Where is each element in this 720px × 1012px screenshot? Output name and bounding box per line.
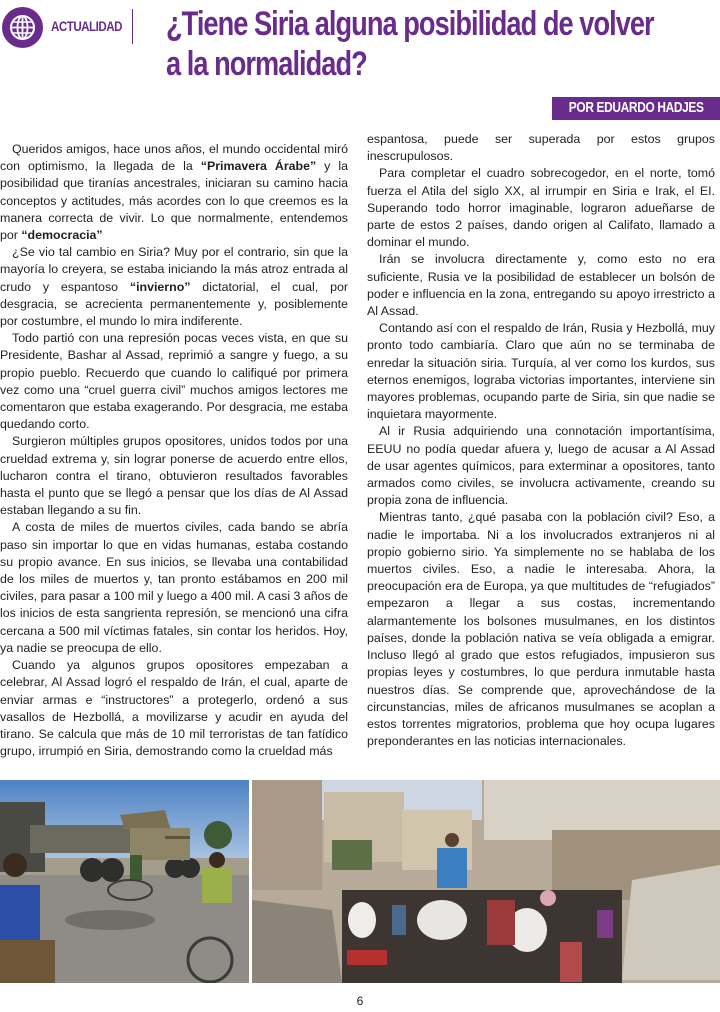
article-header (0, 0, 720, 130)
title-line-1: ¿Tiene Siria alguna posibilidad de volver (166, 5, 654, 43)
right-column (367, 131, 715, 750)
left-column (0, 141, 348, 760)
paragraph: Todo partió con una represión pocas veces vista, en que su Presidente, Bashar al Assad, reprimió a sangre y fuego, a su propio pueblo. Recuerdo que cuando lo califiqué por primera vez como una “cruel guerra civil” muchos amigos lectores me comentaron que estaba exagerando. Por desgracia, me estaba quedando corto. (0, 331, 348, 432)
title-line-2: a la normalidad? (166, 45, 367, 83)
paragraph: Cuando ya algunos grupos opositores empezaban a celebrar, Al Assad logró el respaldo de Irán, el cual, aparte de enviar armas e “instructores” a protegerlo, ordenó a sus vasallos de Hezbollá, a movilizarse y acudir en ayuda del tirano. Se calcula que más de 10 mil terroristas de tan fatídico grupo, irrumpió en Siria, demostrando como la crueldad más (0, 658, 348, 759)
military-convoy-photo (0, 780, 249, 983)
article-title (166, 4, 654, 84)
paragraph: Mientras tanto, ¿qué pasaba con la población civil? Eso, a nadie le importaba. Ni a los involucrados extranjeros ni al propio gobierno sirio. Ya simplemente no se hablaba de los muertos civiles. Eso, a nadie le interesaba. Ahora, la preocupación era de Europa, ya que multitudes de “refugiados” empezaron a llegar a sus costas, incrementando alarmantemente los bolsones musulmanes, en los distintos países, donde la población nativa se veía obligada a emigrar. Incluso llegó al grado que estos refugiados, impusieron sus propias leyes y costumbres, lo que perdura inmutable hasta nuestros días. Se comprende que, aprovechándose de la circunstancias, miles de africanos musulmanes se acoplan a estos torrentes migratorios, problema que hoy ocupa lugares preponderantes en las noticias internacionales. (367, 510, 715, 749)
paragraph: Para completar el cuadro sobrecogedor, en el norte, tomó fuerza el Atila del siglo XX, al irrumpir en Siria e Irak, el EI. Superando todo horror imaginable, lograron adueñarse de parte de estos 2 países, dando origen al Califato, llamado a dominar el mundo. (367, 166, 715, 250)
paragraph: A costa de miles de muertos civiles, cada bando se abría paso sin importar lo que en vidas humanas, estaba costando su propio avance. En sus inicios, se llevaba una contabilidad de los miles de muertos y, tan pronto estábamos en 200 mil civiles, para pasar a 100 mil y luego a 400 mil. A casi 3 años de los inicios de esta sangrienta represión, se mencionó una cifra cercana a 500 mil víctimas fatales, sin contar los heridos. Hoy, ya nadie se preocupa de ello. (0, 520, 348, 655)
paragraph: Surgieron múltiples grupos opositores, unidos todos por una crueldad extrema y, sin lograr ponerse de acuerdo entre ellos, lucharon contra el tirano, obtuvieron resultados favorables hasta el punto que se llegó a pensar que los días de Al Assad estaban llegando a su fin. (0, 434, 348, 518)
globe-icon (2, 7, 43, 48)
paragraph: Irán se involucra directamente y, como esto no era suficiente, Rusia ve la posibilidad de establecer un bolsón de poder e influencia en la zona, entregando su apoyo irrestricto a Al Assad. (367, 252, 715, 319)
paragraph: Contando así con el respaldo de Irán, Rusia y Hezbollá, muy pronto todo cambiaría. Claro que aún no se terminaba de enredar la situación siria. Turquía, al ver como los kurdos, sus eternos enemigos, lograba victorias importantes, interviene sin mayores problemas, ocupando parte de Siria, sin que nadie se inquietara mayormente. (367, 321, 715, 422)
section-divider (132, 9, 133, 44)
paragraph: Queridos amigos, hace unos años, el mundo occidental miró con optimismo, la llegada de la “Primavera Árabe” y la posibilidad que tiranías ancestrales, iniciaran su camino hacia conceptos y actitudes, más acordes con lo que creemos es la manera correcta de vivir. Lo que normalmente, entendemos por “democracia” (0, 142, 348, 243)
paragraph-continuation: espantosa, puede ser superada por estos grupos inescrupulosos. (367, 132, 715, 164)
paragraph: ¿Se vio tal cambio en Siria? Muy por el contrario, sin que la mayoría lo creyera, se estaba iniciando la más atroz entrada al crudo y espantoso “invierno” dictatorial, el cual, por desgracia, se acrecienta permanentemente y, posiblemente por costumbre, el mundo lo mira indiferente. (0, 245, 348, 329)
paragraph: Al ir Rusia adquiriendo una connotación importantísima, EEUU no podía quedar afuera y, luego de acusar a Al Assad de usar agentes químicos, para exterminar a opositores, tanto armados como civiles, se involucra activamente, creando su propia zona de influencia. (367, 424, 715, 508)
refugees-street-photo (252, 780, 720, 983)
page-number: 6 (356, 994, 364, 1008)
author-byline: POR EDUARDO HADJES (552, 97, 720, 120)
section-label: ACTUALIDAD (51, 19, 122, 34)
article-body (0, 132, 720, 766)
